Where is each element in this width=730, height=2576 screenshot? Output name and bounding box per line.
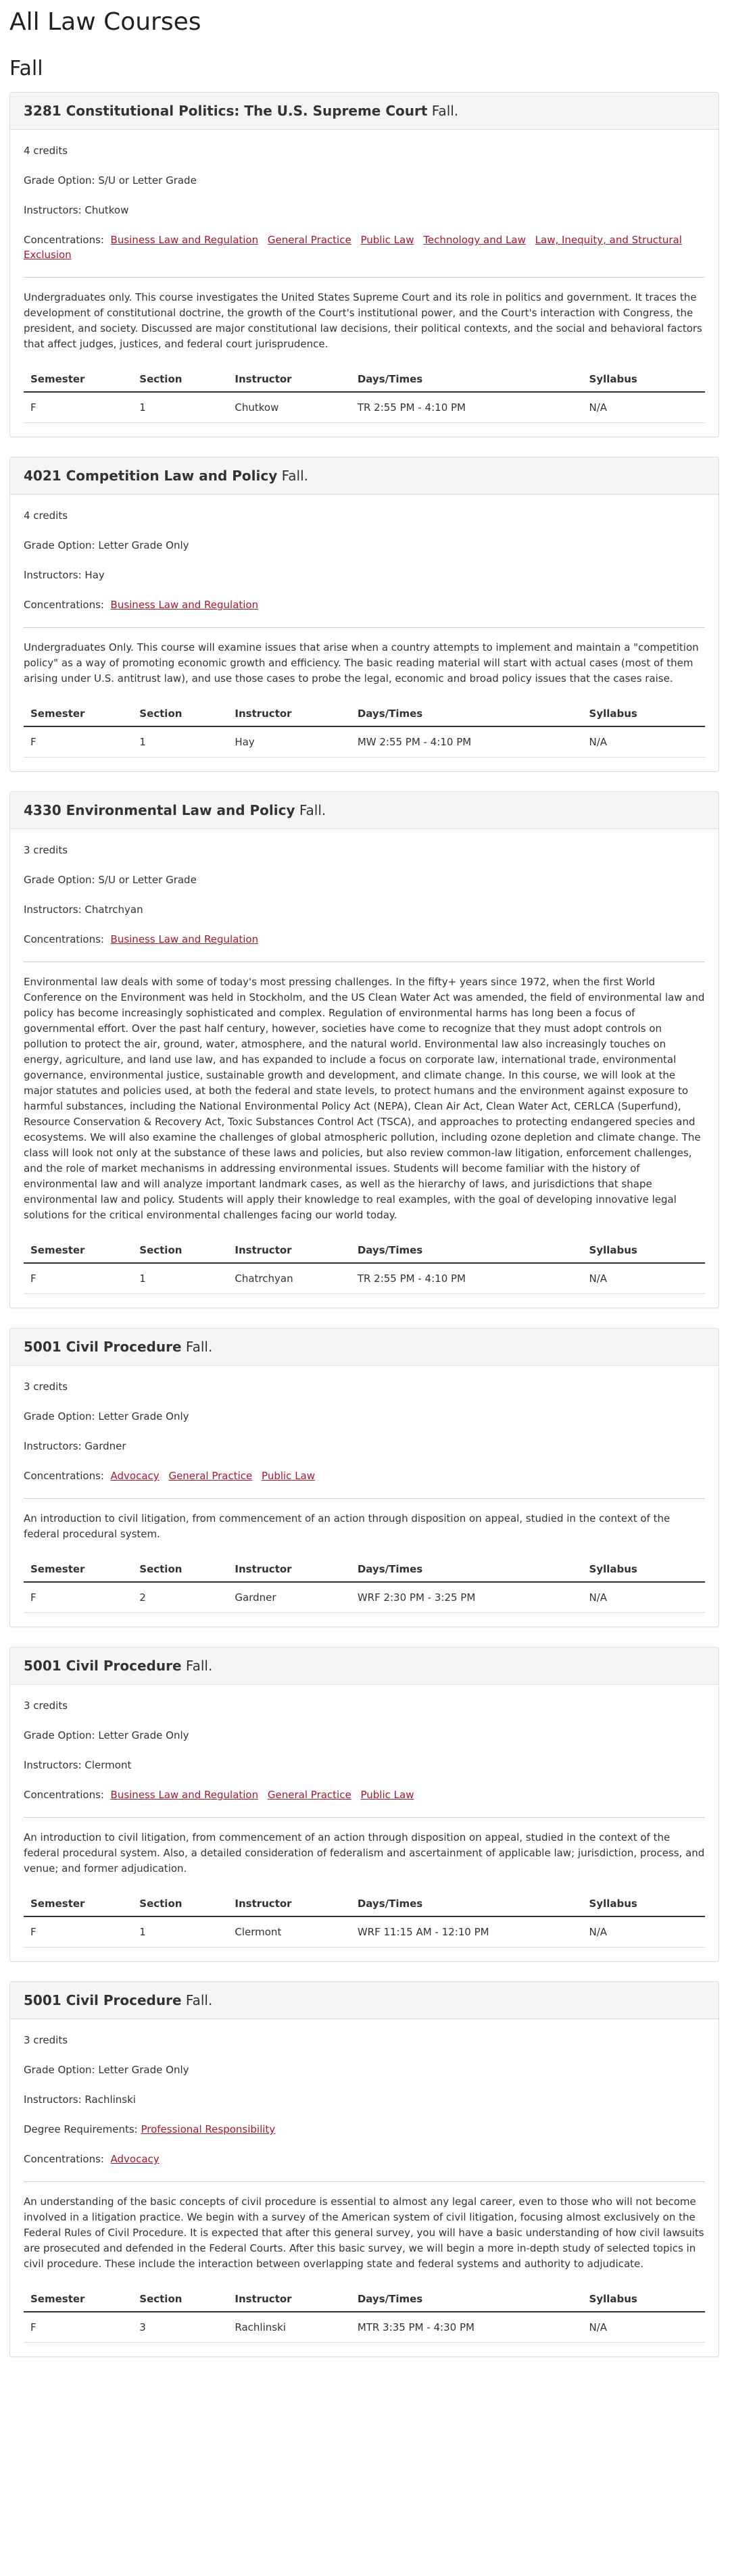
concentrations — [24, 1787, 705, 1802]
table-header-row — [24, 367, 705, 392]
course-heading — [10, 792, 719, 829]
course-description: An introduction to civil litigation, from commencement of an action through disposition on appeal, studied in the context of the federal procedural system. Also, a detailed consideration of federalism and ascertainment of applicable law; jurisdiction, process, and venue; and former adjudication. — [24, 1831, 705, 1875]
column-header: Instructor — [228, 2287, 350, 2312]
days-times-cell: TR 2:55 PM - 4:10 PM — [351, 1263, 583, 1294]
table-header-row — [24, 701, 705, 726]
column-header: Syllabus — [583, 2287, 705, 2312]
concentration-link[interactable]: Advocacy — [110, 1470, 160, 1482]
course-title[interactable]: 5001 Civil Procedure — [24, 1658, 182, 1674]
course-heading — [10, 1648, 719, 1685]
concentrations-label: Concentrations: — [24, 599, 104, 611]
column-header: Instructor — [228, 1238, 350, 1263]
course-title[interactable]: 4330 Environmental Law and Policy — [24, 802, 295, 818]
course-title[interactable]: 5001 Civil Procedure — [24, 1339, 182, 1355]
semester-cell: F — [24, 1916, 132, 1948]
column-header: Days/Times — [351, 2287, 583, 2312]
table-header-row — [24, 1557, 705, 1582]
column-header: Days/Times — [351, 1238, 583, 1263]
concentration-link[interactable]: Business Law and Regulation — [110, 599, 259, 611]
course-panel — [9, 457, 719, 772]
instructors: Instructors: Chutkow — [24, 204, 129, 216]
column-header: Instructor — [228, 701, 350, 726]
course-credits: 4 credits — [24, 510, 68, 522]
instructor-cell: Clermont — [228, 1916, 350, 1948]
column-header: Syllabus — [583, 1238, 705, 1263]
grade-option: Grade Option: Letter Grade Only — [24, 2064, 189, 2076]
instructor-cell: Chutkow — [228, 392, 350, 423]
course-body — [10, 495, 719, 771]
course-panel — [9, 1328, 719, 1627]
days-times-cell: WRF 11:15 AM - 12:10 PM — [351, 1916, 583, 1948]
degree-requirement-link[interactable]: Professional Responsibility — [141, 2123, 276, 2135]
page-title: All Law Courses — [9, 8, 201, 36]
semester-cell: F — [24, 1263, 132, 1294]
column-header: Section — [132, 1891, 228, 1916]
concentration-link[interactable]: Business Law and Regulation — [110, 234, 259, 246]
instructors: Instructors: Hay — [24, 569, 105, 581]
table-header-row — [24, 1238, 705, 1263]
column-header: Syllabus — [583, 1557, 705, 1582]
course-credits: 3 credits — [24, 844, 68, 856]
concentrations — [24, 2152, 705, 2166]
term-heading: Fall — [9, 57, 43, 80]
sections-table — [24, 1238, 705, 1294]
instructors: Instructors: Gardner — [24, 1440, 126, 1452]
table-row — [24, 392, 705, 423]
divider — [24, 277, 705, 278]
column-header: Section — [132, 1557, 228, 1582]
days-times-cell: MW 2:55 PM - 4:10 PM — [351, 726, 583, 758]
course-credits: 4 credits — [24, 145, 68, 157]
concentration-link[interactable]: Law, Inequity, and Structural Exclusion — [24, 234, 682, 261]
divider — [24, 1817, 705, 1818]
sections-table — [24, 701, 705, 758]
course-heading — [10, 93, 719, 130]
grade-option: Grade Option: Letter Grade Only — [24, 1729, 189, 1741]
column-header: Syllabus — [583, 367, 705, 392]
course-description: Environmental law deals with some of today's most pressing challenges. In the fifty+ years since 1972, when the first World Conference on the Environment was held in Stockholm, and the US Clean Water Act was amended, the field of environmental law and policy has become increasingly sophisticated and complex. Regulation of environmental harms has long been a focus of governmental effort. Over the past half century, however, societies have come to recognize that they must adopt controls on pollution to protect the air, ground, water, atmosphere, and the natural world. Environmental law also increasingly touches on energy, agriculture, and land use law, and has expanded to include a focus on corporate law, international trade, environmental governance, environmental justice, sustainable growth and development, and climate change. In this course, we will look at the major statutes and policies used, at both the federal and state levels, to protect humans and the environment against exposure to harmful substances, including the National Environmental Policy Act (NEPA), Clean Air Act, Clean Water Act, CERLCA (Superfund), Resource Conservation & Recovery Act, Toxic Substances Control Act (TSCA), and approaches to protecting endangered species and ecosystems. We will also examine the challenges of global atmospheric pollution, including ozone depletion and climate change. The class will look not only at the substance of these laws and policies, but also review common-law litigation, enforcement challenges, and the role of market mechanisms in addressing environmental issues. Students will become familiar with the history of environmental law and will analyze important landmark cases, as well as the hierarchy of laws, and jurisdictions that shape environmental law and policy. Students will apply their knowledge to real examples, with the goal of developing innovative legal solutions for the critical environmental challenges facing our world today. — [24, 976, 705, 1221]
course-credits: 3 credits — [24, 1700, 68, 1712]
syllabus-cell: N/A — [583, 1916, 705, 1948]
column-header: Semester — [24, 2287, 132, 2312]
course-panel — [9, 791, 719, 1308]
concentration-link[interactable]: Business Law and Regulation — [110, 933, 259, 945]
column-header: Semester — [24, 701, 132, 726]
divider — [24, 1498, 705, 1499]
section-cell: 1 — [132, 392, 228, 423]
sections-table — [24, 2287, 705, 2343]
column-header: Days/Times — [351, 367, 583, 392]
instructor-cell: Chatrchyan — [228, 1263, 350, 1294]
instructor-cell: Hay — [228, 726, 350, 758]
course-term: Fall. — [185, 1658, 213, 1674]
section-cell: 2 — [132, 1582, 228, 1613]
instructor-cell: Gardner — [228, 1582, 350, 1613]
instructor-cell: Rachlinski — [228, 2312, 350, 2343]
syllabus-cell: N/A — [583, 1582, 705, 1613]
course-body — [10, 2019, 719, 2356]
days-times-cell: MTR 3:35 PM - 4:30 PM — [351, 2312, 583, 2343]
instructors: Instructors: Rachlinski — [24, 2094, 136, 2106]
course-panel — [9, 1647, 719, 1962]
concentration-link[interactable]: Public Law — [262, 1470, 316, 1482]
section-cell: 1 — [132, 1916, 228, 1948]
column-header: Instructor — [228, 1557, 350, 1582]
concentration-link[interactable]: Business Law and Regulation — [110, 1789, 259, 1801]
column-header: Days/Times — [351, 701, 583, 726]
semester-cell: F — [24, 392, 132, 423]
column-header: Syllabus — [583, 701, 705, 726]
concentration-link[interactable]: General Practice — [267, 234, 351, 246]
course-list — [9, 92, 719, 2357]
instructors: Instructors: Clermont — [24, 1759, 132, 1771]
course-term: Fall. — [281, 468, 308, 484]
course-credits: 3 credits — [24, 1381, 68, 1393]
course-term: Fall. — [299, 802, 326, 818]
grade-option: Grade Option: Letter Grade Only — [24, 539, 189, 551]
course-heading — [10, 457, 719, 495]
concentration-link[interactable]: General Practice — [267, 1789, 351, 1801]
course-title[interactable]: 5001 Civil Procedure — [24, 1992, 182, 2008]
column-header: Days/Times — [351, 1891, 583, 1916]
course-term: Fall. — [185, 1339, 213, 1355]
concentrations — [24, 232, 705, 262]
sections-table — [24, 1891, 705, 1948]
course-term: Fall. — [431, 103, 459, 119]
grade-option: Grade Option: S/U or Letter Grade — [24, 174, 197, 187]
instructors: Instructors: Chatrchyan — [24, 903, 143, 916]
concentrations-label: Concentrations: — [24, 933, 104, 945]
concentration-link[interactable]: Public Law — [360, 234, 414, 246]
course-panel — [9, 1981, 719, 2357]
course-description: Undergraduates only. This course investigates the United States Supreme Court and its role in politics and government. It traces the development of constitutional doctrine, the growth of the Court's institutional power, and the Court's interaction with Congress, the president, and society. Discussed are major constitutional law decisions, their political contexts, and the social and behavioral factors that affect judges, justices, and federal court jurisprudence. — [24, 291, 702, 350]
table-row — [24, 1582, 705, 1613]
section-cell: 1 — [132, 1263, 228, 1294]
concentrations-label: Concentrations: — [24, 234, 104, 246]
degree-requirements — [24, 2122, 705, 2137]
semester-cell: F — [24, 1582, 132, 1613]
course-body — [10, 1685, 719, 1961]
course-body — [10, 130, 719, 437]
degree-requirements-label: Degree Requirements: — [24, 2123, 138, 2135]
table-row — [24, 1263, 705, 1294]
course-description: An understanding of the basic concepts of civil procedure is essential to almost any legal career, even to those who will not become involved in a litigation practice. We begin with a survey of the American system of civil litigation, focusing almost exclusively on the Federal Rules of Civil Procedure. It is expected that after this general survey, you will have a basic understanding of how civil lawsuits are prosecuted and defended in the Federal Courts. After this basic survey, we will begin a more in-depth study of selected topics in civil procedure. These include the interaction between overlapping state and federal systems and authority to adjudicate. — [24, 2196, 704, 2270]
course-credits: 3 credits — [24, 2034, 68, 2046]
column-header: Semester — [24, 1891, 132, 1916]
section-cell: 1 — [132, 726, 228, 758]
course-title[interactable]: 3281 Constitutional Politics: The U.S. Supreme Court — [24, 103, 428, 119]
course-term: Fall. — [185, 1992, 213, 2008]
column-header: Syllabus — [583, 1891, 705, 1916]
course-heading — [10, 1329, 719, 1366]
semester-cell: F — [24, 726, 132, 758]
column-header: Semester — [24, 367, 132, 392]
section-cell: 3 — [132, 2312, 228, 2343]
divider — [24, 2181, 705, 2182]
syllabus-cell: N/A — [583, 2312, 705, 2343]
syllabus-cell: N/A — [583, 726, 705, 758]
course-body — [10, 829, 719, 1308]
concentrations-label: Concentrations: — [24, 1470, 104, 1482]
grade-option: Grade Option: S/U or Letter Grade — [24, 874, 197, 886]
column-header: Semester — [24, 1238, 132, 1263]
course-title[interactable]: 4021 Competition Law and Policy — [24, 468, 278, 484]
divider — [24, 627, 705, 628]
course-panel — [9, 92, 719, 437]
table-header-row — [24, 1891, 705, 1916]
table-row — [24, 1916, 705, 1948]
column-header: Section — [132, 2287, 228, 2312]
syllabus-cell: N/A — [583, 392, 705, 423]
concentrations — [24, 1468, 705, 1483]
column-header: Semester — [24, 1557, 132, 1582]
concentrations-label: Concentrations: — [24, 1789, 104, 1801]
course-body — [10, 1366, 719, 1627]
semester-cell: F — [24, 2312, 132, 2343]
concentration-link[interactable]: Public Law — [360, 1789, 414, 1801]
column-header: Instructor — [228, 1891, 350, 1916]
sections-table — [24, 367, 705, 423]
concentrations-label: Concentrations: — [24, 2153, 104, 2165]
concentrations — [24, 932, 705, 947]
table-row — [24, 2312, 705, 2343]
course-description: Undergraduates Only. This course will examine issues that arise when a country attempts to implement and maintain a "competition policy" as a way of promoting economic growth and efficiency. The basic reading material will start with actual cases (most of them arising under U.S. antitrust law), and use those cases to probe the legal, economic and broad policy issues that the cases raise. — [24, 641, 699, 685]
table-row — [24, 726, 705, 758]
course-description: An introduction to civil litigation, from commencement of an action through disposition on appeal, studied in the context of the federal procedural system. — [24, 1512, 671, 1540]
concentrations — [24, 597, 705, 612]
concentration-link[interactable]: General Practice — [168, 1470, 253, 1482]
column-header: Section — [132, 1238, 228, 1263]
column-header: Days/Times — [351, 1557, 583, 1582]
column-header: Instructor — [228, 367, 350, 392]
grade-option: Grade Option: Letter Grade Only — [24, 1410, 189, 1422]
concentration-link[interactable]: Technology and Law — [423, 234, 526, 246]
sections-table — [24, 1557, 705, 1613]
syllabus-cell: N/A — [583, 1263, 705, 1294]
days-times-cell: WRF 2:30 PM - 3:25 PM — [351, 1582, 583, 1613]
table-header-row — [24, 2287, 705, 2312]
column-header: Section — [132, 367, 228, 392]
concentration-link[interactable]: Advocacy — [110, 2153, 160, 2165]
days-times-cell: TR 2:55 PM - 4:10 PM — [351, 392, 583, 423]
course-heading — [10, 1982, 719, 2019]
column-header: Section — [132, 701, 228, 726]
